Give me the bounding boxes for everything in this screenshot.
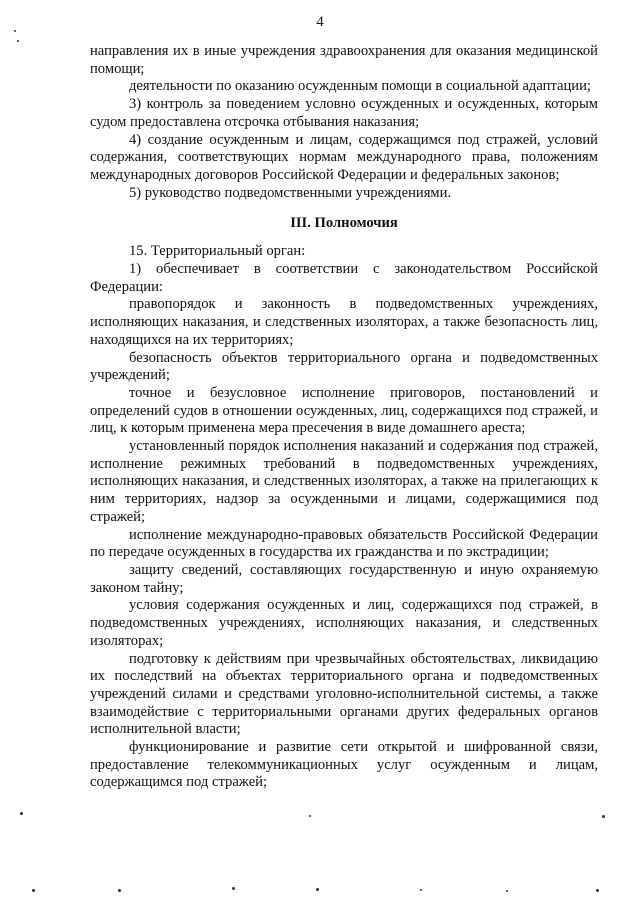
scan-speck (232, 887, 235, 890)
scan-speck (20, 812, 23, 815)
scan-speck (420, 889, 422, 891)
paragraph-top-3: 3) контроль за поведением условно осужденных и осужденных, которым судом предоставлена отсрочка отбывания наказания; (90, 96, 598, 130)
section-heading: III. Полномочия (290, 215, 398, 232)
paragraph-body-6: установленный порядок исполнения наказаний и содержания под стражей, исполнение режимных требований в подведомственных учреждениях, исполняющих наказания, и следственных изоляторах, а также на прилегающих к ним территориях, надзор за осужденными и лицами, содержащимися под стражей; (90, 438, 598, 525)
paragraph-body-11: функционирование и развитие сети открытой и шифрованной связи, предоставление телекоммуникационных услуг осужденным и лицам, содержащимся под стражей; (90, 739, 598, 791)
paragraph-body-9: условия содержания осужденных и лиц, содержащихся под стражей, в подведомственных учреждениях, исполняющих наказания, и следственных изоляторах; (90, 597, 598, 649)
scan-speck (602, 815, 605, 818)
paragraph-body-3: правопорядок и законность в подведомственных учреждениях, исполняющих наказания, и следственных изоляторах, а также безопасность лиц, находящихся на их территориях; (90, 296, 598, 348)
paragraph-body-2: 1) обеспечивает в соответствии с законодательством Российской Федерации: (90, 261, 598, 295)
paragraph-body-4: безопасность объектов территориального органа и подведомственных учреждений; (90, 349, 598, 384)
scan-speck (596, 889, 599, 892)
scan-speck (17, 40, 19, 42)
paragraph-body-8: защиту сведений, составляющих государственную и иную охраняемую законом тайну; (90, 561, 598, 596)
paragraph-body-5: точное и безусловное исполнение приговоров, постановлений и определений судов в отношении осужденных, лиц, содержащихся под стражей, и лиц, к которым применена мера пресечения в виде домашнего ареста; (90, 384, 598, 437)
scan-speck (32, 889, 35, 892)
paragraph-body-7: исполнение международно-правовых обязательств Российской Федерации по передаче осужденных в государства их гражданства и по экстрадиции; (90, 526, 598, 561)
paragraph-top-2: деятельности по оказанию осужденным помощи в социальной адаптации; (129, 78, 591, 95)
paragraph-top-4: 4) создание осужденным и лицам, содержащимся под стражей, условий содержания, соответствующих нормам международного права, положениям международных договоров Российской Федерации и федеральных законов; (90, 131, 598, 183)
scan-speck (118, 889, 121, 892)
paragraph-top-5: 5) руководство подведомственными учреждениями. (129, 184, 452, 201)
paragraph-body-1: 15. Территориальный орган: (129, 243, 306, 260)
paragraph-body-10: подготовку к действиям при чрезвычайных обстоятельствах, ликвидацию их последствий на объектах территориального органа и подведомственных учреждений силами и средствами уголовно-исполнительной системы, а также взаимодействие с территориальными органами других федеральных органов исполнительной власти; (90, 650, 598, 738)
scan-speck (316, 888, 319, 891)
page-number: 4 (316, 14, 324, 30)
scan-speck (309, 815, 311, 817)
paragraph-top-1: направления их в иные учреждения здравоохранения для оказания медицинской помощи; (90, 43, 598, 77)
scan-speck (506, 890, 508, 892)
document-body (90, 43, 598, 792)
scan-speck (14, 30, 16, 32)
